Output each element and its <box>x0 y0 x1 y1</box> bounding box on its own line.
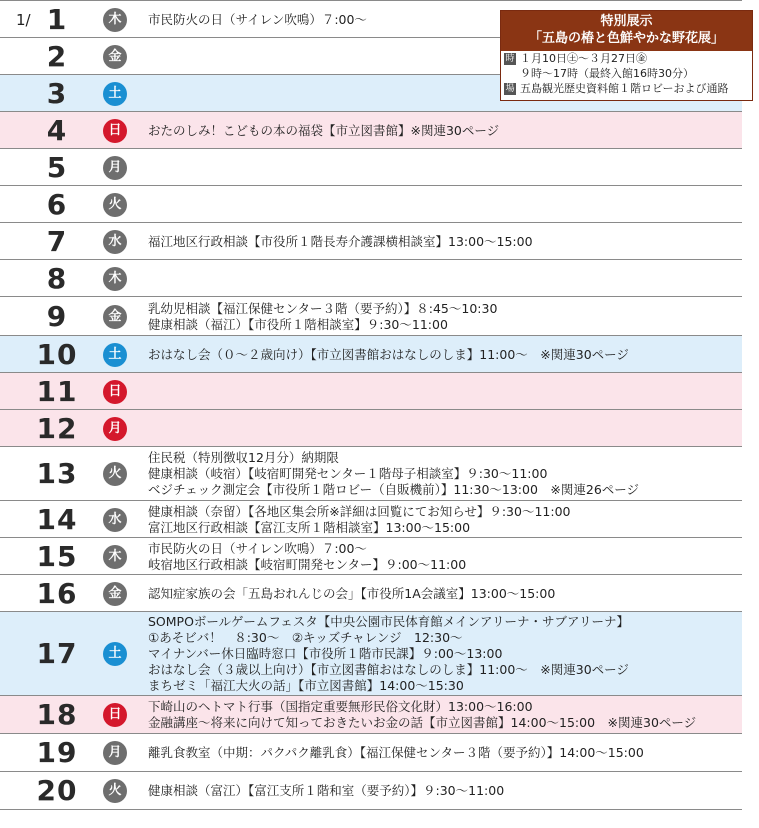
event-line: 健康相談（奈留）【各地区集会所※詳細は回覧にてお知らせ】９:30〜11:00 <box>148 503 571 519</box>
calendar-row <box>0 772 742 810</box>
day-events <box>148 783 742 799</box>
event-line: 乳幼児相談【福江保健センター３階（要予約）】８:45〜10:30 <box>148 300 498 316</box>
exhibit-place-line <box>501 81 752 96</box>
day-number: 9 <box>46 299 68 333</box>
calendar-row <box>0 575 742 612</box>
exhibit-hours: ９時〜17時（最終入館16時30分） <box>520 67 694 80</box>
exhibit-dates: １月10日㊏〜３月27日㊎ <box>520 52 647 65</box>
calendar-row <box>0 696 742 734</box>
day-number: 15 <box>36 539 78 573</box>
day-number: 5 <box>46 150 68 184</box>
calendar-row <box>0 112 742 149</box>
weekday-badge: 日 <box>103 119 127 143</box>
day-events <box>148 504 742 536</box>
exhibit-header <box>501 11 752 51</box>
event-line: 福江地区行政相談【市役所１階長寿介護課横相談室】13:00〜15:00 <box>148 233 533 249</box>
calendar-row <box>0 612 742 696</box>
event-line: 住民税（特別徴収12月分）納期限 <box>148 450 339 465</box>
day-events <box>148 745 742 761</box>
event-line: 富江地区行政相談【富江支所１階相談室】13:00〜15:00 <box>148 519 471 535</box>
day-events <box>148 450 742 498</box>
event-line: 離乳食教室（中期：パクパク離乳食）【福江保健センター３階（要予約）】14:00〜15:00 <box>148 745 644 760</box>
weekday-badge: 金 <box>103 305 127 329</box>
place-tag-icon: 場 <box>505 84 515 94</box>
weekday-badge: 日 <box>103 703 127 727</box>
weekday-badge: 月 <box>103 741 127 765</box>
day-number: 20 <box>36 774 78 807</box>
day-number: 16 <box>36 576 78 610</box>
event-line: SOMPOボールゲームフェスタ【中央公園市民体育館メインアリーナ・サブアリーナ】 <box>148 614 630 629</box>
exhibit-place: 五島観光歴史資料館１階ロビーおよび通路 <box>520 82 729 95</box>
weekday-badge: 月 <box>103 156 127 180</box>
exhibit-dates-line <box>501 51 752 66</box>
exhibit-title: 「五島の椿と色鮮やかな野花展」 <box>528 31 724 46</box>
day-number: 12 <box>36 411 78 445</box>
event-line: 市民防火の日（サイレン吹鳴）７:00〜 <box>148 12 367 27</box>
weekday-badge: 水 <box>103 508 127 532</box>
day-events <box>148 586 742 602</box>
day-events <box>148 123 742 139</box>
month-label: 1/ <box>16 11 31 29</box>
day-number: 17 <box>36 637 78 670</box>
weekday-badge: 木 <box>103 267 127 291</box>
weekday-badge: 土 <box>103 82 127 106</box>
calendar-row <box>0 223 742 260</box>
special-exhibit-box <box>500 10 753 101</box>
day-events <box>148 234 742 250</box>
event-line: 下崎山のヘトマト行事（国指定重要無形民俗文化財）13:00〜16:00 <box>148 699 533 714</box>
event-line: 健康相談（福江）【市役所１階相談室】９:30〜11:00 <box>148 316 448 332</box>
day-number: 7 <box>46 224 68 258</box>
day-number: 18 <box>36 698 78 731</box>
day-number: 2 <box>46 39 68 73</box>
weekday-badge: 木 <box>103 8 127 32</box>
weekday-badge: 土 <box>103 642 127 666</box>
event-line: 金融講座〜将来に向けて知っておきたいお金の話【市立図書館】14:00〜15:00 ※関連30ページ <box>148 715 697 730</box>
calendar-row <box>0 336 742 373</box>
event-line: おはなし会（３歳以上向け）【市立図書館おはなしのしま】11:00〜 ※関連30ページ <box>148 662 629 677</box>
day-number: 4 <box>46 113 68 147</box>
day-number: 19 <box>36 736 78 769</box>
event-line: ベジチェック測定会【市役所１階ロビー（自販機前）】11:30〜13:00 ※関連26ページ <box>148 482 640 497</box>
day-number: 13 <box>36 457 78 490</box>
weekday-badge: 火 <box>103 193 127 217</box>
day-number: 11 <box>36 374 78 408</box>
calendar-row <box>0 410 742 447</box>
calendar-row <box>0 734 742 772</box>
weekday-badge: 金 <box>103 45 127 69</box>
event-line: 健康相談（岐宿）【岐宿町開発センター１階母子相談室】９:30〜11:00 <box>148 466 548 481</box>
event-line: マイナンバー休日臨時窓口【市役所１階市民課】９:00〜13:00 <box>148 646 503 661</box>
event-line: 健康相談（富江）【富江支所１階和室（要予約）】９:30〜11:00 <box>148 783 505 798</box>
day-number: 3 <box>46 76 68 110</box>
day-events <box>148 699 742 731</box>
calendar-row <box>0 501 742 538</box>
day-events <box>148 347 742 363</box>
day-number: 8 <box>46 261 68 295</box>
event-line: おはなし会（０〜２歳向け）【市立図書館おはなしのしま】11:00〜 ※関連30ページ <box>148 346 629 362</box>
event-line: 市民防火の日（サイレン吹鳴）７:00〜 <box>148 540 367 556</box>
weekday-badge: 火 <box>103 462 127 486</box>
day-number: 1 <box>46 3 68 36</box>
calendar-row <box>0 447 742 501</box>
weekday-badge: 火 <box>103 779 127 803</box>
day-events <box>148 301 742 333</box>
weekday-badge: 水 <box>103 230 127 254</box>
calendar-row <box>0 373 742 410</box>
time-tag-icon: 時 <box>505 54 515 64</box>
day-events <box>148 541 742 573</box>
weekday-badge: 土 <box>103 343 127 367</box>
day-events <box>148 614 742 694</box>
calendar-row <box>0 149 742 186</box>
calendar-row <box>0 538 742 575</box>
exhibit-heading: 特別展示 <box>600 14 653 29</box>
weekday-badge: 金 <box>103 582 127 606</box>
event-line: ①あそビバ！ ８:30〜 ②キッズチャレンジ 12:30〜 <box>148 630 463 645</box>
weekday-badge: 木 <box>103 545 127 569</box>
event-line: おたのしみ！こどもの本の福袋【市立図書館】※関連30ページ <box>148 122 500 138</box>
day-number: 10 <box>36 337 78 371</box>
event-line: 岐宿地区行政相談【岐宿町開発センター】９:00〜11:00 <box>148 556 467 572</box>
day-number: 6 <box>46 187 68 221</box>
weekday-badge: 日 <box>103 380 127 404</box>
event-line: 認知症家族の会「五島おれんじの会」【市役所1A会議室】13:00〜15:00 <box>148 585 556 601</box>
calendar-row <box>0 297 742 336</box>
calendar-row <box>0 186 742 223</box>
calendar-row <box>0 260 742 297</box>
weekday-badge: 月 <box>103 417 127 441</box>
event-line: まちゼミ「福江大火の話」【市立図書館】14:00〜15:30 <box>148 678 464 693</box>
day-number: 14 <box>36 502 78 536</box>
